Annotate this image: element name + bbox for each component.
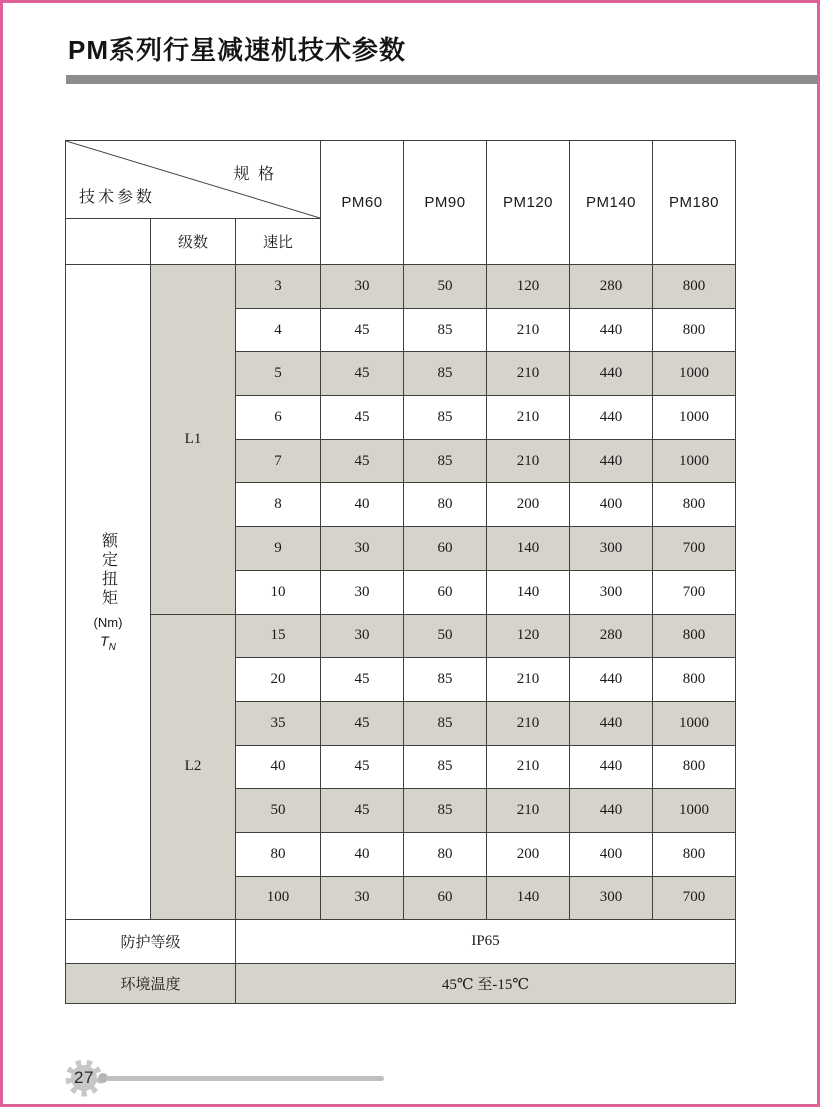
- value-cell: 300: [570, 876, 653, 920]
- torque-label: 额定扭矩: [99, 531, 117, 608]
- ratio-cell: 50: [236, 789, 321, 833]
- ratio-cell: 10: [236, 570, 321, 614]
- protection-grade-label: 防护等级: [66, 920, 236, 964]
- header-row-1: [66, 141, 736, 219]
- value-cell: 700: [653, 570, 736, 614]
- page-title: PM系列行星减速机技术参数: [68, 35, 407, 65]
- corner-bottom-label: 技术参数: [79, 189, 156, 206]
- value-cell: 80: [404, 832, 487, 876]
- value-cell: 85: [404, 658, 487, 702]
- value-cell: 30: [321, 876, 404, 920]
- value-cell: 440: [570, 789, 653, 833]
- value-cell: 300: [570, 527, 653, 571]
- value-cell: 800: [653, 265, 736, 309]
- protection-grade-row: [66, 920, 736, 964]
- value-cell: 1000: [653, 352, 736, 396]
- value-cell: 85: [404, 789, 487, 833]
- value-cell: 800: [653, 483, 736, 527]
- value-cell: 800: [653, 832, 736, 876]
- value-cell: 85: [404, 745, 487, 789]
- ratio-cell: 40: [236, 745, 321, 789]
- stage-header: 级数: [151, 219, 236, 265]
- ratio-header: 速比: [236, 219, 321, 265]
- value-cell: 45: [321, 396, 404, 440]
- value-cell: 45: [321, 352, 404, 396]
- value-cell: 85: [404, 439, 487, 483]
- value-cell: 85: [404, 308, 487, 352]
- protection-grade-value: IP65: [236, 920, 736, 964]
- corner-cell: [66, 141, 321, 219]
- ratio-cell: 9: [236, 527, 321, 571]
- value-cell: 30: [321, 614, 404, 658]
- title-underline: [66, 75, 818, 84]
- parameters-table: [65, 140, 736, 1004]
- value-cell: 210: [487, 658, 570, 702]
- page-number: 27: [74, 1068, 94, 1087]
- value-cell: 800: [653, 308, 736, 352]
- value-cell: 45: [321, 308, 404, 352]
- footer-rule: [106, 1076, 384, 1081]
- ratio-cell: 4: [236, 308, 321, 352]
- value-cell: 45: [321, 789, 404, 833]
- value-cell: 200: [487, 832, 570, 876]
- value-cell: 50: [404, 614, 487, 658]
- value-cell: 60: [404, 570, 487, 614]
- torque-label-cell: [66, 265, 151, 920]
- value-cell: 300: [570, 570, 653, 614]
- table-row: [66, 265, 736, 309]
- value-cell: 40: [321, 483, 404, 527]
- value-cell: 140: [487, 876, 570, 920]
- value-cell: 85: [404, 701, 487, 745]
- value-cell: 80: [404, 483, 487, 527]
- ratio-cell: 7: [236, 439, 321, 483]
- value-cell: 210: [487, 789, 570, 833]
- value-cell: 440: [570, 396, 653, 440]
- column-header-pm140: PM140: [570, 141, 653, 265]
- corner-top-label: 规 格: [233, 166, 277, 183]
- value-cell: 440: [570, 658, 653, 702]
- value-cell: 85: [404, 396, 487, 440]
- ambient-temperature-row: [66, 964, 736, 1004]
- value-cell: 440: [570, 745, 653, 789]
- column-header-pm90: PM90: [404, 141, 487, 265]
- column-header-pm60: PM60: [321, 141, 404, 265]
- torque-unit: (Nm): [93, 614, 123, 630]
- value-cell: 1000: [653, 701, 736, 745]
- value-cell: 440: [570, 701, 653, 745]
- value-cell: 700: [653, 876, 736, 920]
- value-cell: 45: [321, 439, 404, 483]
- value-cell: 440: [570, 439, 653, 483]
- value-cell: 140: [487, 570, 570, 614]
- value-cell: 280: [570, 265, 653, 309]
- column-header-pm180: PM180: [653, 141, 736, 265]
- ratio-cell: 3: [236, 265, 321, 309]
- torque-symbol: [100, 633, 116, 653]
- value-cell: 60: [404, 876, 487, 920]
- value-cell: 120: [487, 614, 570, 658]
- blank-cell: [66, 219, 151, 265]
- value-cell: 1000: [653, 396, 736, 440]
- stage-cell-l1: L1: [151, 265, 236, 615]
- value-cell: 210: [487, 701, 570, 745]
- value-cell: 85: [404, 352, 487, 396]
- ambient-temperature-value: 45℃ 至-15℃: [236, 964, 736, 1004]
- table-row: [66, 614, 736, 658]
- ratio-cell: 80: [236, 832, 321, 876]
- value-cell: 1000: [653, 789, 736, 833]
- value-cell: 1000: [653, 439, 736, 483]
- value-cell: 50: [404, 265, 487, 309]
- value-cell: 800: [653, 745, 736, 789]
- value-cell: 800: [653, 658, 736, 702]
- value-cell: 30: [321, 570, 404, 614]
- value-cell: 45: [321, 701, 404, 745]
- value-cell: 280: [570, 614, 653, 658]
- ratio-cell: 6: [236, 396, 321, 440]
- page-footer: [0, 1050, 820, 1106]
- value-cell: 45: [321, 658, 404, 702]
- value-cell: 60: [404, 527, 487, 571]
- ratio-cell: 5: [236, 352, 321, 396]
- value-cell: 210: [487, 308, 570, 352]
- value-cell: 700: [653, 527, 736, 571]
- value-cell: 120: [487, 265, 570, 309]
- value-cell: 210: [487, 745, 570, 789]
- value-cell: 200: [487, 483, 570, 527]
- value-cell: 30: [321, 527, 404, 571]
- value-cell: 40: [321, 832, 404, 876]
- value-cell: 210: [487, 352, 570, 396]
- value-cell: 30: [321, 265, 404, 309]
- column-header-pm120: PM120: [487, 141, 570, 265]
- ratio-cell: 35: [236, 701, 321, 745]
- value-cell: 140: [487, 527, 570, 571]
- torque-symbol-sub: N: [108, 641, 116, 653]
- value-cell: 440: [570, 308, 653, 352]
- ratio-cell: 15: [236, 614, 321, 658]
- value-cell: 45: [321, 745, 404, 789]
- ratio-cell: 20: [236, 658, 321, 702]
- value-cell: 400: [570, 832, 653, 876]
- value-cell: 800: [653, 614, 736, 658]
- ambient-temperature-label: 环境温度: [66, 964, 236, 1004]
- value-cell: 210: [487, 396, 570, 440]
- ratio-cell: 8: [236, 483, 321, 527]
- value-cell: 400: [570, 483, 653, 527]
- stage-cell-l2: L2: [151, 614, 236, 920]
- torque-symbol-t: T: [100, 632, 109, 649]
- value-cell: 440: [570, 352, 653, 396]
- value-cell: 210: [487, 439, 570, 483]
- ratio-cell: 100: [236, 876, 321, 920]
